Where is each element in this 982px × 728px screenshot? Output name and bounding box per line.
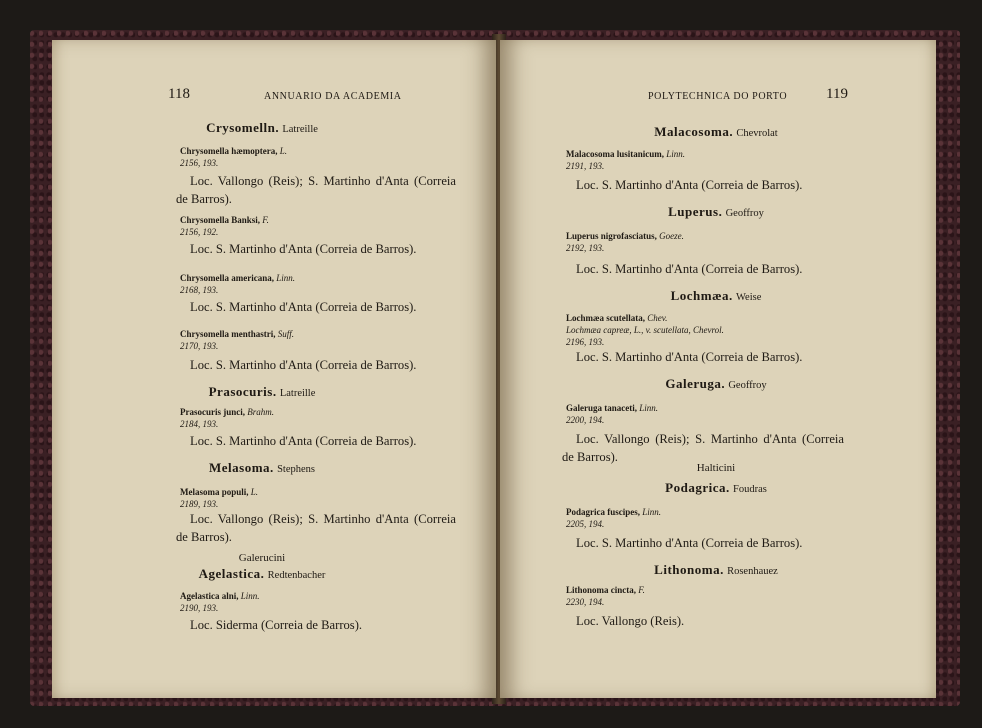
locality-text: Loc. S. Martinho d'Anta (Correia de Barros). (190, 434, 417, 448)
species-line (566, 312, 724, 324)
genus-name: Agelastica. (198, 566, 265, 581)
species-author: L. (279, 146, 288, 156)
species-author: F. (262, 215, 269, 225)
species-author: Brahm. (247, 407, 274, 417)
species-name: Galeruga tanaceti, (566, 403, 637, 413)
locality-text: Loc. S. Martinho d'Anta (Correia de Barros). (190, 300, 417, 314)
species-line (180, 590, 260, 602)
species-author: Chev. (647, 313, 668, 323)
genus-author: Latreille (279, 388, 316, 399)
species-name: Chrysomella Banksi, (180, 215, 261, 225)
locality-text: Loc. S. Martinho d'Anta (Correia de Barros). (190, 358, 417, 372)
locality-text: Loc. S. Martinho d'Anta (Correia de Barros). (576, 262, 803, 276)
genus-heading (665, 480, 767, 496)
species-author: Linn. (276, 273, 295, 283)
catalogue-ref: 2189, 193. (180, 499, 219, 509)
species-line (566, 230, 684, 242)
page-number: 119 (826, 86, 848, 102)
genus-author: Foudras (732, 484, 767, 495)
species-entry (180, 328, 294, 352)
running-header: POLYTECHNICA DO PORTO (648, 91, 788, 102)
genus-heading (668, 204, 764, 220)
species-name: Chrysomella americana, (180, 273, 274, 283)
species-entry (566, 584, 645, 608)
locality-text: Loc. Vallongo (Reis); S. Martinho d'Anta (Correia de Barros). (562, 432, 844, 464)
species-name: Melasoma populi, (180, 487, 249, 497)
locality-text: Loc. Vallongo (Reis); S. Martinho d'Anta (Correia de Barros). (176, 512, 456, 544)
species-line (180, 406, 274, 418)
species-entry (180, 406, 274, 430)
catalogue-ref: 2184, 193. (180, 419, 219, 429)
species-name: Lochmæa scutellata, (566, 313, 645, 323)
genus-author: Chevrolat (736, 128, 778, 139)
genus-name: Lithonoma. (654, 562, 724, 577)
genus-author: Geoffroy (725, 208, 764, 219)
page-number: 118 (168, 86, 190, 102)
species-line (566, 584, 645, 596)
species-entry (566, 402, 658, 426)
catalogue-ref: 2230, 194. (566, 597, 605, 607)
genus-heading (654, 124, 777, 140)
species-name: Lithonoma cincta, (566, 585, 637, 595)
catalogue-ref: 2156, 193. (180, 158, 219, 168)
genus-author: Redtenbacher (267, 570, 326, 581)
species-name: Agelastica alni, (180, 591, 239, 601)
species-author: Goeze. (659, 231, 684, 241)
catalogue-ref: 2191, 193. (566, 161, 605, 171)
species-entry (180, 486, 258, 510)
species-name: Malacosoma lusitanicum, (566, 149, 664, 159)
species-entry (566, 506, 661, 530)
species-line (566, 402, 658, 414)
catalogue-ref: 2196, 193. (566, 337, 605, 347)
genus-heading (209, 384, 316, 400)
genus-heading (199, 566, 326, 582)
species-author: Linn. (642, 507, 662, 517)
catalogue-ref: 2168, 193. (180, 285, 219, 295)
genus-author: Stephens (277, 464, 315, 475)
right-page (500, 40, 936, 698)
synonym-line: Lochmæa capreæ, L., v. scutellata, Chevrol. (566, 325, 724, 335)
species-name: Podagrica fuscipes, (566, 507, 640, 517)
species-entry (566, 230, 684, 254)
genus-heading (654, 562, 778, 578)
species-line (180, 486, 258, 498)
genus-name: Prasocuris. (208, 384, 277, 399)
species-line (180, 328, 294, 340)
species-name: Luperus nigrofasciatus, (566, 231, 657, 241)
species-author: Linn. (639, 403, 659, 413)
locality-text: Loc. S. Martinho d'Anta (Correia de Barros). (576, 536, 803, 550)
genus-heading (206, 120, 318, 136)
catalogue-ref: 2190, 193. (180, 603, 219, 613)
genus-author: Latreille (282, 124, 318, 135)
locality-text: Loc. Vallongo (Reis); S. Martinho d'Anta (Correia de Barros). (176, 174, 456, 206)
catalogue-ref: 2192, 193. (566, 243, 605, 253)
tribe-heading: Halticini (696, 462, 736, 474)
species-line (180, 272, 295, 284)
left-page (52, 40, 496, 698)
locality-text: Loc. S. Martinho d'Anta (Correia de Barros). (576, 178, 803, 192)
species-author: L. (250, 487, 259, 497)
genus-heading (209, 460, 315, 476)
species-author: Linn. (240, 591, 260, 601)
species-line (180, 145, 287, 157)
genus-heading (671, 288, 762, 304)
species-author: Suff. (277, 329, 295, 339)
tribe-heading: Galerucini (238, 552, 286, 564)
species-entry (566, 148, 685, 172)
species-entry (180, 590, 260, 614)
genus-name: Podagrica. (665, 480, 730, 495)
genus-name: Melasoma. (209, 460, 274, 475)
species-line (180, 214, 269, 226)
species-entry (180, 214, 269, 238)
species-entry (180, 272, 295, 296)
genus-name: Malacosoma. (654, 124, 734, 139)
catalogue-ref: 2200, 194. (566, 415, 605, 425)
species-name: Chrysomella hæmoptera, (180, 146, 278, 156)
genus-author: Rosenhauez (727, 566, 778, 577)
species-author: Linn. (666, 149, 686, 159)
catalogue-ref: 2205, 194. (566, 519, 605, 529)
genus-name: Galeruga. (665, 376, 726, 391)
locality-text: Loc. Vallongo (Reis). (576, 614, 685, 628)
genus-heading (665, 376, 766, 392)
genus-name: Luperus. (668, 204, 723, 219)
catalogue-ref: 2170, 193. (180, 341, 219, 351)
species-name: Chrysomella menthastri, (180, 329, 276, 339)
species-author: F. (638, 585, 645, 595)
genus-author: Geoffroy (728, 380, 767, 391)
genus-author: Weise (735, 292, 762, 303)
genus-name: Crysomelln. (206, 120, 280, 135)
species-line (566, 506, 661, 518)
locality-text: Loc. S. Martinho d'Anta (Correia de Barros). (576, 350, 803, 364)
locality-text: Loc. S. Martinho d'Anta (Correia de Barros). (190, 242, 417, 256)
locality-text: Loc. Siderma (Correia de Barros). (190, 618, 363, 632)
running-header: ANNUARIO DA ACADEMIA (264, 91, 402, 102)
species-entry (180, 145, 287, 169)
species-line (566, 148, 685, 160)
species-name: Prasocuris junci, (180, 407, 245, 417)
catalogue-ref: 2156, 192. (180, 227, 219, 237)
genus-name: Lochmæa. (670, 288, 733, 303)
species-entry (566, 312, 724, 348)
